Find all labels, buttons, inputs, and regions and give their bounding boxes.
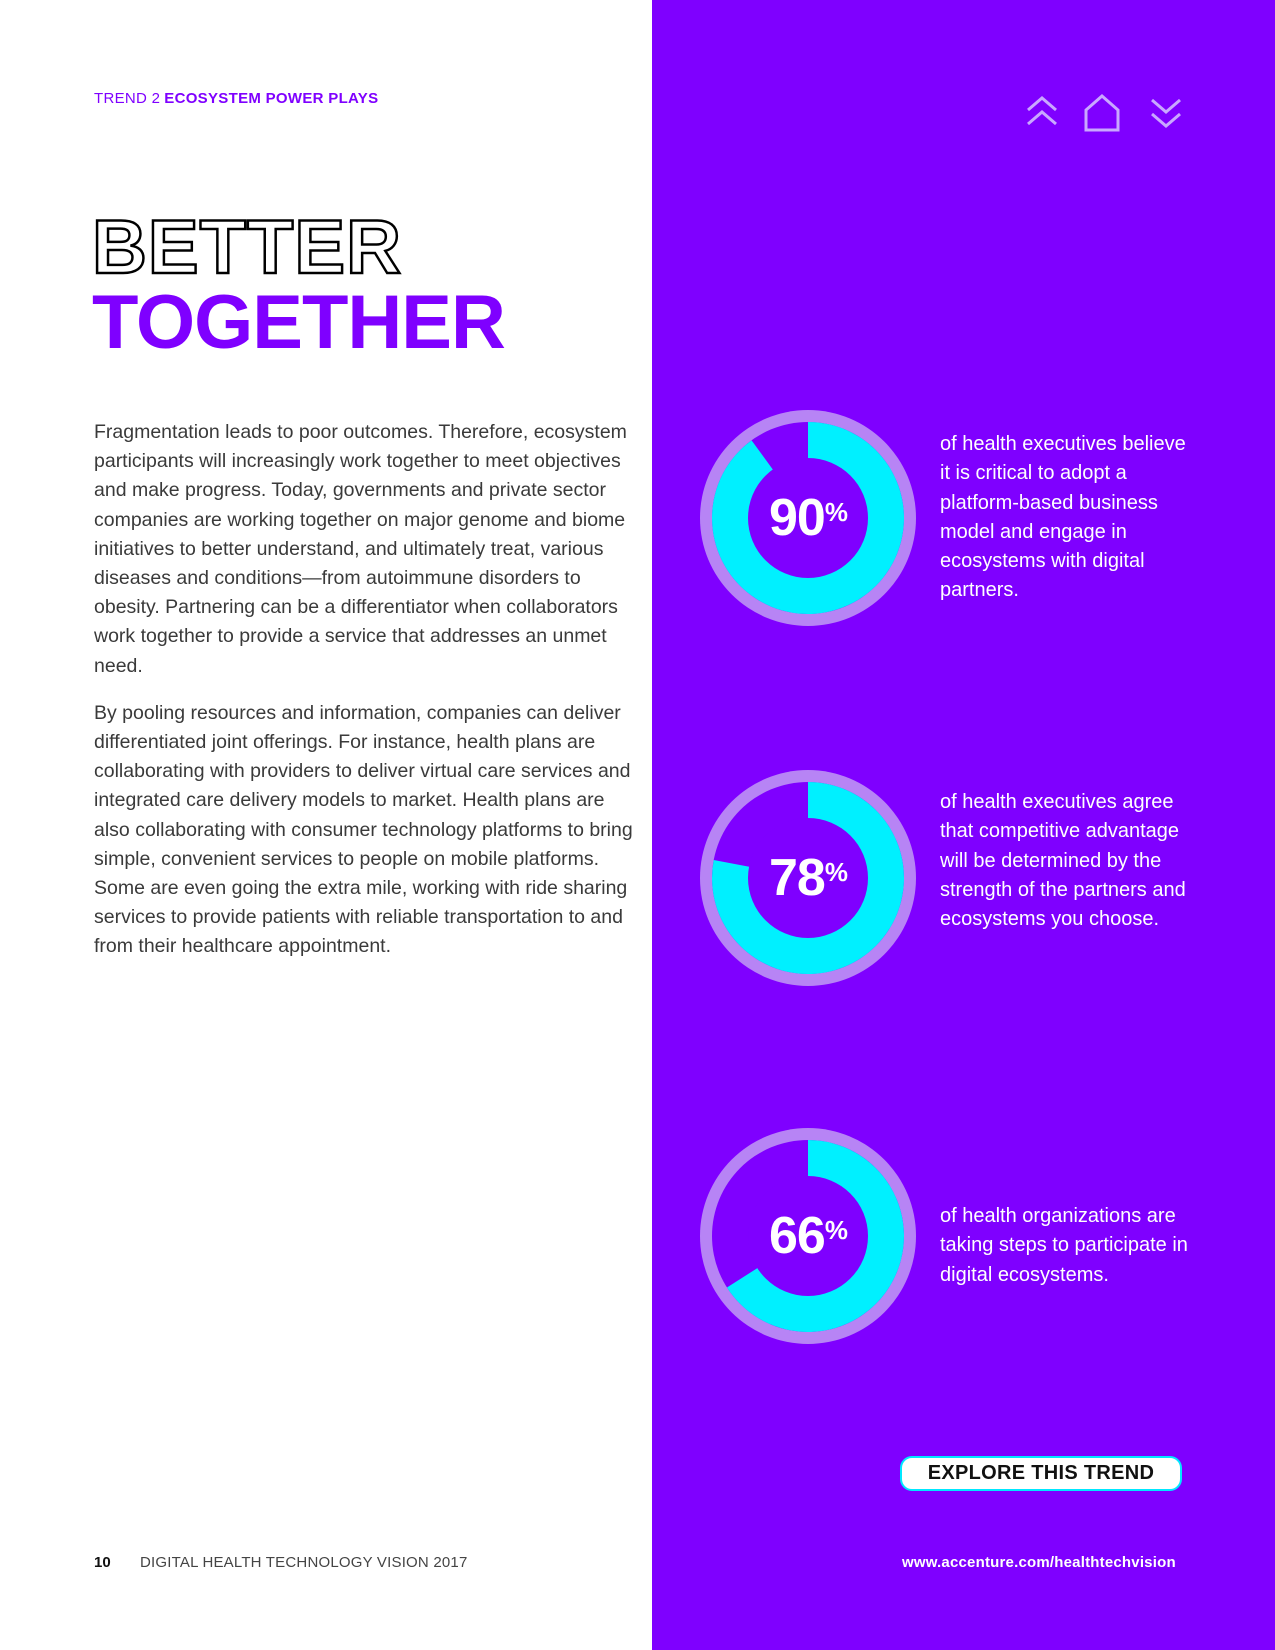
trend-name: ECOSYSTEM POWER PLAYS [164,90,379,107]
body-paragraph: By pooling resources and information, companies can deliver differentiated joint offerings. For instance, health plans are collaborating with providers to deliver virtual care services and integrated care delivery models to market. Health plans are also collaborating with consumer technology platforms to bring simple, convenient services to people on mobile platforms. Some are even going the extra mile, working with ride sharing services to provide patients with reliable transportation to and from their healthcare appointment. [94,701,633,958]
explore-trend-button[interactable]: EXPLORE THIS TREND [900,1456,1182,1491]
stat-description: of health executives believe it is critical to adopt a platform-based business model and engage in ecosystems with digital partners. [940,433,1186,602]
footer-url[interactable]: www.accenture.com/healthtechvision [902,1554,1176,1571]
home-icon[interactable] [1082,92,1122,134]
stat-value: 90 % [769,489,847,547]
body-copy [94,418,634,980]
stat-block [700,1128,1220,1344]
double-chevron-up-icon[interactable] [1022,92,1062,132]
stat-block [700,410,1220,626]
body-paragraph: Fragmentation leads to poor outcomes. Therefore, ecosystem participants will increasingly work together to meet objectives and make progress. Today, governments and private sector companies are working together on major genome and biome initiatives to better understand, and ultimately treat, various diseases and conditions—from autoimmune disorders to obesity. Partnering can be a differentiator when collaborators work together to provide a service that addresses an unmet need. [94,421,627,677]
stat-description: of health executives agree that competitive advantage will be determined by the strength of the partners and ecosystems you choose. [940,791,1186,931]
trend-label: TREND 2 [94,90,161,107]
stat-value: 78 % [769,849,847,907]
title-line-solid: TOGETHER [92,280,505,365]
title-line-outline: BETTER [92,205,402,290]
section-kicker [94,90,378,107]
page-number: 10 [94,1554,111,1571]
stat-block [700,770,1220,986]
stat-value: 66 % [769,1207,847,1265]
stat-description: of health organizations are taking steps to participate in digital ecosystems. [940,1205,1188,1286]
footer-title: DIGITAL HEALTH TECHNOLOGY VISION 2017 [140,1554,468,1571]
page-title [92,205,505,365]
double-chevron-down-icon[interactable] [1146,92,1186,132]
